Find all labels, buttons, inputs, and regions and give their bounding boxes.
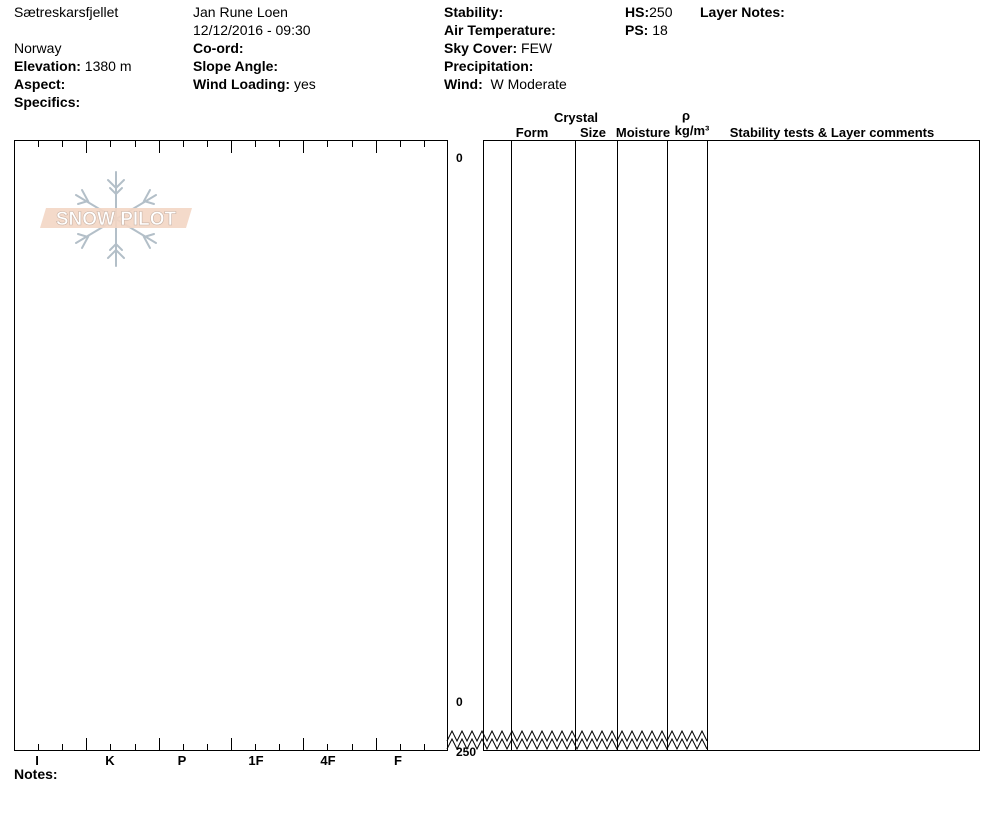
elevation-value: 1380 m: [84, 58, 132, 74]
form-header: Form: [515, 125, 549, 140]
location-name: Sætreskarsfjellet: [14, 4, 119, 20]
hardness-label-i: I: [35, 753, 39, 768]
wind-value: W Moderate: [490, 76, 567, 92]
observer-name: Jan Rune Loen: [193, 4, 288, 20]
hs-label: HS:: [625, 4, 650, 20]
wind-loading-value: yes: [293, 76, 316, 92]
size-header: Size: [579, 125, 606, 140]
precipitation-label: Precipitation:: [444, 58, 534, 74]
hardness-label-1f: 1F: [248, 753, 264, 768]
sky-cover-value: FEW: [521, 40, 553, 56]
hardness-label-4f: 4F: [320, 753, 336, 768]
depth-bottom-label: 250: [456, 745, 477, 759]
hardness-label-f: F: [394, 753, 402, 768]
country: Norway: [14, 40, 62, 56]
logo-text: SNOW PILOT: [55, 209, 177, 230]
wind-loading-label: Wind Loading:: [193, 76, 291, 92]
specifics-label: Specifics:: [14, 94, 81, 110]
wind-label: Wind:: [444, 76, 483, 92]
depth-mid-label: 0: [456, 695, 463, 709]
elevation-label: Elevation:: [14, 58, 81, 74]
ps-value: 18: [652, 22, 668, 38]
hardness-label-k: K: [105, 753, 115, 768]
rho-header: ρ: [681, 108, 691, 123]
slope-angle-label: Slope Angle:: [193, 58, 279, 74]
aspect-label: Aspect:: [14, 76, 66, 92]
air-temperature-label: Air Temperature:: [444, 22, 556, 38]
depth-top-label: 0: [456, 151, 463, 165]
ps-label: PS:: [625, 22, 649, 38]
layer-notes-label: Layer Notes:: [700, 4, 785, 20]
density-unit-header: kg/m³: [674, 123, 710, 138]
comments-header: Stability tests & Layer comments: [729, 125, 935, 140]
hardness-label-p: P: [177, 753, 187, 768]
observation-datetime: 12/12/2016 - 09:30: [193, 22, 311, 38]
hs-value: 250: [649, 4, 673, 20]
zigzag-line: [447, 731, 707, 741]
stability-label: Stability:: [444, 4, 504, 20]
moisture-header: Moisture: [615, 125, 671, 140]
notes-label: Notes:: [14, 766, 58, 782]
coord-label: Co-ord:: [193, 40, 244, 56]
crystal-header: Crystal: [553, 110, 599, 125]
sky-cover-label: Sky Cover:: [444, 40, 518, 56]
